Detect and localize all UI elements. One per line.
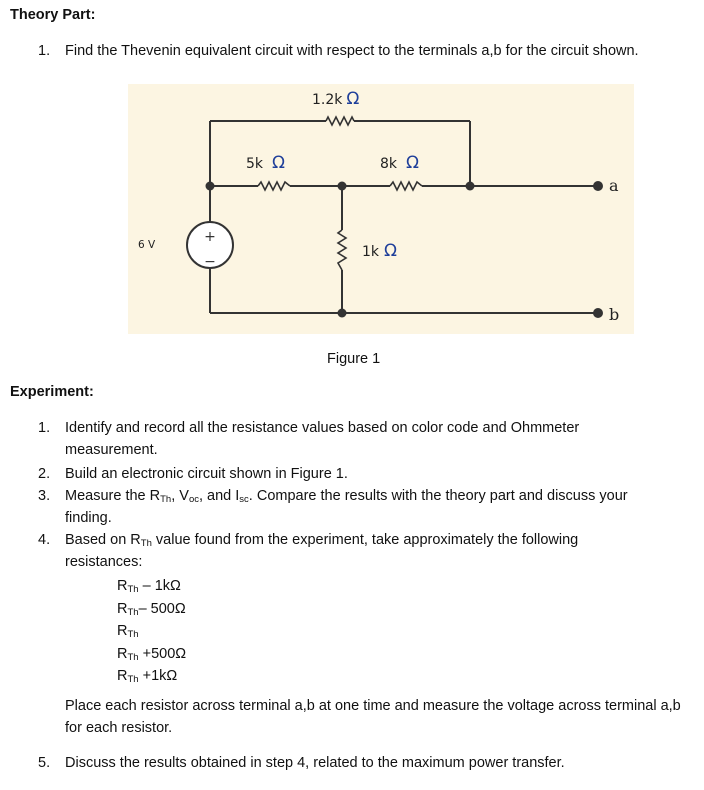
terminal-b-dot	[593, 308, 603, 318]
place-resistor-instructions: Place each resistor across terminal a,b at one time and measure the voltage across terminal a,b for each resistor.	[65, 698, 681, 736]
label-5k: 5k Ω	[246, 153, 286, 173]
step-1-number: 1.	[38, 420, 51, 436]
step-1-text: Identify and record all the resistance values based on color code and Ohmmeter measurement.	[65, 420, 580, 458]
source-plus-sign: +	[204, 229, 216, 245]
label-1k: 1k Ω	[362, 241, 398, 261]
step-3-text: Measure the $R_{Th}$, $V_{oc}$, and $I_{sc}$. Compare the results with the theory part and discuss your finding.	[65, 488, 628, 526]
source-minus-sign: −	[204, 254, 216, 270]
step-3-number: 3.	[38, 488, 51, 504]
resistance-item: $R_{Th} - 1k\Omega$	[117, 578, 181, 595]
step-2-text: Build an electronic circuit shown in Figure 1.	[65, 466, 348, 482]
theory-heading: Theory Part:	[10, 7, 96, 23]
label-8k: 8k Ω	[380, 153, 420, 173]
resistance-item: $R_{Th}-$ 500Ω	[117, 600, 186, 618]
terminal-a-dot	[593, 181, 603, 191]
label-terminal-b: b	[609, 305, 620, 324]
step-5-text: Discuss the results obtained in step 4, related to the maximum power transfer.	[65, 755, 565, 771]
circuit-diagram	[128, 84, 634, 334]
label-1-2k: 1.2k Ω	[312, 89, 360, 109]
theory-item-text: Find the Thevenin equivalent circuit with respect to the terminals a,b for the circuit shown.	[65, 43, 639, 59]
experiment-heading: Experiment:	[10, 384, 94, 400]
resistance-item: $R_{Th} +1k\Omega$	[117, 668, 178, 685]
step-2-number: 2.	[38, 466, 51, 482]
resistance-item: $R_{Th} +500\Omega$	[117, 645, 187, 663]
figure-caption: Figure 1	[327, 351, 381, 367]
label-terminal-a: a	[609, 176, 619, 195]
label-source-voltage: 6 V	[138, 239, 156, 251]
resistance-list	[117, 578, 186, 691]
resistance-item: $R_{Th}$	[117, 623, 139, 640]
step-4-text: Based on $R_{Th}$ value found from the experiment, take approximately the following resistances:	[65, 532, 579, 570]
step-4-number: 4.	[38, 532, 51, 548]
step-5-number: 5.	[38, 755, 51, 771]
theory-item-number: 1.	[38, 43, 51, 59]
